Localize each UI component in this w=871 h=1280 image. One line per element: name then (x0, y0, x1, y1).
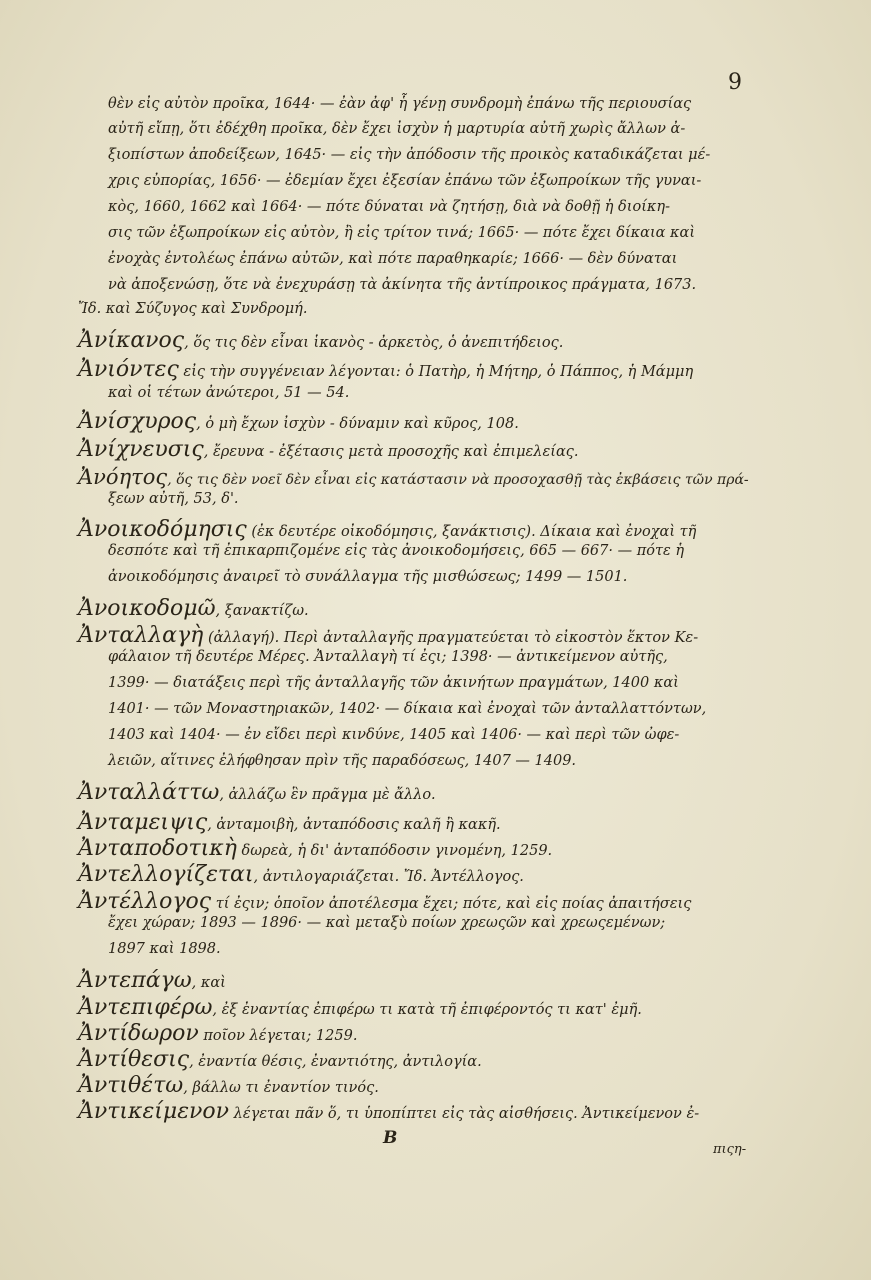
text-line (108, 96, 691, 112)
text-line (108, 199, 670, 215)
entry-headword: Ἀνοικοδομῶ (78, 596, 216, 621)
text-line (78, 889, 691, 914)
text-line (78, 409, 519, 434)
text-line (78, 437, 578, 462)
text-line (108, 491, 239, 507)
entry-headword: Ἀντεπάγω (78, 968, 192, 993)
entry-text: , ὁ μὴ ἔχων ἰσχὺν - δύναμιν καὶ κῦρος, 108. (196, 416, 519, 432)
text-line (78, 968, 226, 993)
text-line (78, 1073, 379, 1098)
entry-text: , ξανακτίζω. (215, 603, 309, 619)
entry-text: , ἀνταμοιβὴ, ἀνταπόδοσις καλῆ ἢ κακῆ. (207, 817, 501, 833)
text-line (108, 147, 710, 163)
entry-headword: Ἀνίκανος (78, 328, 185, 353)
text-line (78, 836, 552, 861)
entry-headword: Ἀντιθέτω (78, 1073, 184, 1098)
entry-text: ἀνοικοδόμησις ἀναιρεῖ τὸ συνάλλαγμα τῆς μισθώσεως; 1499 — 1501. (108, 569, 628, 585)
text-line (108, 753, 576, 769)
entry-headword: Ἀντεπιφέρω (78, 995, 213, 1020)
catchword: πιςη- (713, 1142, 747, 1157)
entry-headword: Ἀντελλογίζεται (78, 862, 254, 887)
text-line (108, 727, 679, 743)
text-line (108, 649, 668, 665)
entry-text: ἔχει χώραν; 1893 — 1896· — καὶ μεταξὺ ποίων χρεωςῶν καὶ χρεωςεμένων; (108, 915, 666, 931)
entry-text: (ἀλλαγή). Περὶ ἀνταλλαγῆς πραγματεύεται τὸ εἰκοστὸν ἕκτον Κε- (203, 630, 699, 646)
text-line (78, 328, 563, 353)
entry-text: κὸς, 1660, 1662 καὶ 1664· — πότε δύναται νὰ ζητήσῃ, διὰ νὰ δοθῇ ἡ διοίκη- (108, 199, 670, 215)
entry-text: χρις εὐπορίας, 1656· — ἐδεμίαν ἔχει ἐξεσίαν ἐπάνω τῶν ἐξωπροίκων τῆς γυναι- (108, 173, 702, 189)
entry-text: αὐτῆ εἴπῃ, ὅτι ἐδέχθη προῖκα, δὲν ἔχει ἰσχὺν ἡ μαρτυρία αὐτῆ χωρὶς ἄλλων ἀ- (108, 121, 686, 137)
entry-text: λειῶν, αἵτινες ἐλήφθησαν πρὶν τῆς παραδόσεως, 1407 — 1409. (108, 753, 577, 769)
entry-text: , ὅς τις δὲν νοεῖ δὲν εἶναι εἰς κατάστασιν νὰ προσοχασθῇ τὰς ἐκβάσεις τῶν πρά- (167, 472, 749, 488)
text-line (78, 1099, 699, 1124)
entry-text: 1399· — διατάξεις περὶ τῆς ἀνταλλαγῆς τῶν ἀκινήτων πραγμάτων, 1400 καὶ (108, 675, 679, 691)
entry-text: σις τῶν ἐξωπροίκων εἰς αὐτὸν, ἢ εἰς τρίτον τινά; 1665· — πότε ἔχει δίκαια καὶ (108, 225, 696, 241)
entry-headword: Ἀντίθεσις (78, 1047, 190, 1072)
entry-text: , ἐναντία θέσις, ἐναντιότης, ἀντιλογία. (189, 1054, 482, 1070)
entry-text: εἰς τὴν συγγένειαν λέγονται: ὁ Πατὴρ, ἡ Μήτηρ, ὁ Πάππος, ἡ Μάμμη (178, 364, 694, 380)
signature-mark: B (383, 1128, 398, 1148)
text-line (108, 225, 695, 241)
text-line (108, 251, 677, 267)
text-line (78, 596, 309, 621)
text-line (78, 623, 698, 648)
entry-text: φάλαιον τῆ δευτέρε Μέρες. Ἀνταλλαγὴ τί ἐςι; 1398· — ἀντικείμενον αὐτῆς, (108, 649, 668, 665)
page-number: 9 (728, 70, 742, 95)
entry-text: τί ἐςιν; ὁποῖον ἀποτέλεσμα ἔχει; πότε, καὶ εἰς ποίας ἀπαιτήσεις (211, 896, 692, 912)
text-line (108, 569, 627, 585)
text-line (108, 941, 221, 957)
text-line (78, 357, 693, 382)
text-line (108, 915, 665, 931)
entry-text: , καὶ (191, 975, 226, 991)
entry-text: , ἀντιλογαριάζεται. Ἴδ. Ἀντέλλογος. (253, 869, 524, 885)
text-line (78, 465, 749, 489)
entry-text: ξιοπίστων ἀποδείξεων, 1645· — εἰς τὴν ἀπόδοσιν τῆς προικὸς καταδικάζεται μέ- (108, 147, 711, 163)
entry-headword: Ἀνταλλαγὴ (78, 623, 204, 648)
text-line (78, 1021, 357, 1046)
entry-text: καὶ οἱ τέτων ἀνώτεροι, 51 — 54. (108, 385, 350, 401)
text-line (108, 543, 684, 559)
entry-text: (ἐκ δευτέρε οἰκοδόμησις, ξανάκτισις). Δίκαια καὶ ἐνοχαὶ τῆ (246, 524, 697, 540)
text-line (78, 517, 696, 542)
entry-text: λέγεται πᾶν ὅ, τι ὑποπίπτει εἰς τὰς αἰσθήσεις. Ἀντικείμενον ἐ- (229, 1106, 700, 1122)
entry-headword: Ἀνοικοδόμησις (78, 517, 247, 542)
entry-text: ξεων αὐτῆ, 53, δ'. (108, 491, 239, 507)
text-line (78, 301, 307, 317)
entry-headword: Ἀνταποδοτικὴ (78, 836, 237, 861)
text-line (78, 862, 524, 887)
entry-headword: Ἀνίσχυρος (78, 409, 197, 434)
entry-headword: Ἀνίχνευσις (78, 437, 204, 462)
entry-text: , ἀλλάζω ἓν πρᾶγμα μὲ ἄλλο. (219, 787, 436, 803)
entry-text: 1403 καὶ 1404· — ἐν εἴδει περὶ κινδύνε, 1405 καὶ 1406· — καὶ περὶ τῶν ὠφε- (108, 727, 680, 743)
text-line (108, 701, 706, 717)
entry-text: 1897 καὶ 1898. (108, 941, 221, 957)
entry-headword: Ἀνταμειψις (78, 810, 208, 835)
text-line (108, 675, 679, 691)
entry-text: Ἴδ. καὶ Σύζυγος καὶ Συνδρομή. (78, 301, 308, 317)
entry-headword: Ἀνόητος (78, 465, 168, 489)
entry-headword: Ἀντέλλογος (78, 889, 212, 914)
entry-text: , ἐξ ἐναντίας ἐπιφέρω τι κατὰ τῆ ἐπιφέροντός τι κατ' ἐμῆ. (212, 1002, 642, 1018)
text-line (108, 173, 701, 189)
entry-text: , ἔρευνα - ἐξέτασις μετὰ προσοχῆς καὶ ἐπιμελείας. (203, 444, 579, 460)
entry-headword: Ἀντικείμενον (78, 1099, 230, 1124)
text-line (108, 277, 696, 293)
entry-headword: Ἀνιόντες (78, 357, 179, 382)
text-line (78, 995, 642, 1020)
entry-text: νὰ ἀποξενώσῃ, ὅτε νὰ ἐνεχυράσῃ τὰ ἀκίνητα τῆς ἀντίπροικος πράγματα, 1673. (108, 277, 697, 293)
text-line (108, 385, 349, 401)
text-line (78, 810, 501, 835)
entry-text: δωρεὰ, ἡ δι' ἀνταπόδοσιν γινομένη, 1259. (236, 843, 553, 859)
entry-text: θὲν εἰς αὐτὸν προῖκα, 1644· — ἐὰν ἀφ' ἧ γένῃ συνδρομὴ ἐπάνω τῆς περιουσίας (108, 96, 692, 112)
entry-text: ἐνοχὰς ἐντολέως ἐπάνω αὐτῶν, καὶ πότε παραθηκαρίε; 1666· — δὲν δύναται (108, 251, 678, 267)
entry-headword: Ἀντίδωρον (78, 1021, 199, 1046)
entry-text: , βάλλω τι ἐναντίον τινός. (183, 1080, 379, 1096)
text-line (108, 121, 685, 137)
text-line (78, 1047, 482, 1072)
entry-text: 1401· — τῶν Μοναστηριακῶν, 1402· — δίκαια καὶ ἐνοχαὶ τῶν ἀνταλλαττόντων, (108, 701, 707, 717)
text-line (78, 780, 436, 805)
entry-text: ποῖον λέγεται; 1259. (198, 1028, 358, 1044)
entry-text: , ὅς τις δὲν εἶναι ἱκανὸς - ἀρκετὸς, ὁ ἀνεπιτήδειος. (184, 335, 564, 351)
entry-text: δεσπότε καὶ τῆ ἐπικαρπιζομένε εἰς τὰς ἀνοικοδομήσεις, 665 — 667· — πότε ἡ (108, 543, 685, 559)
entry-headword: Ἀνταλλάττω (78, 780, 220, 805)
